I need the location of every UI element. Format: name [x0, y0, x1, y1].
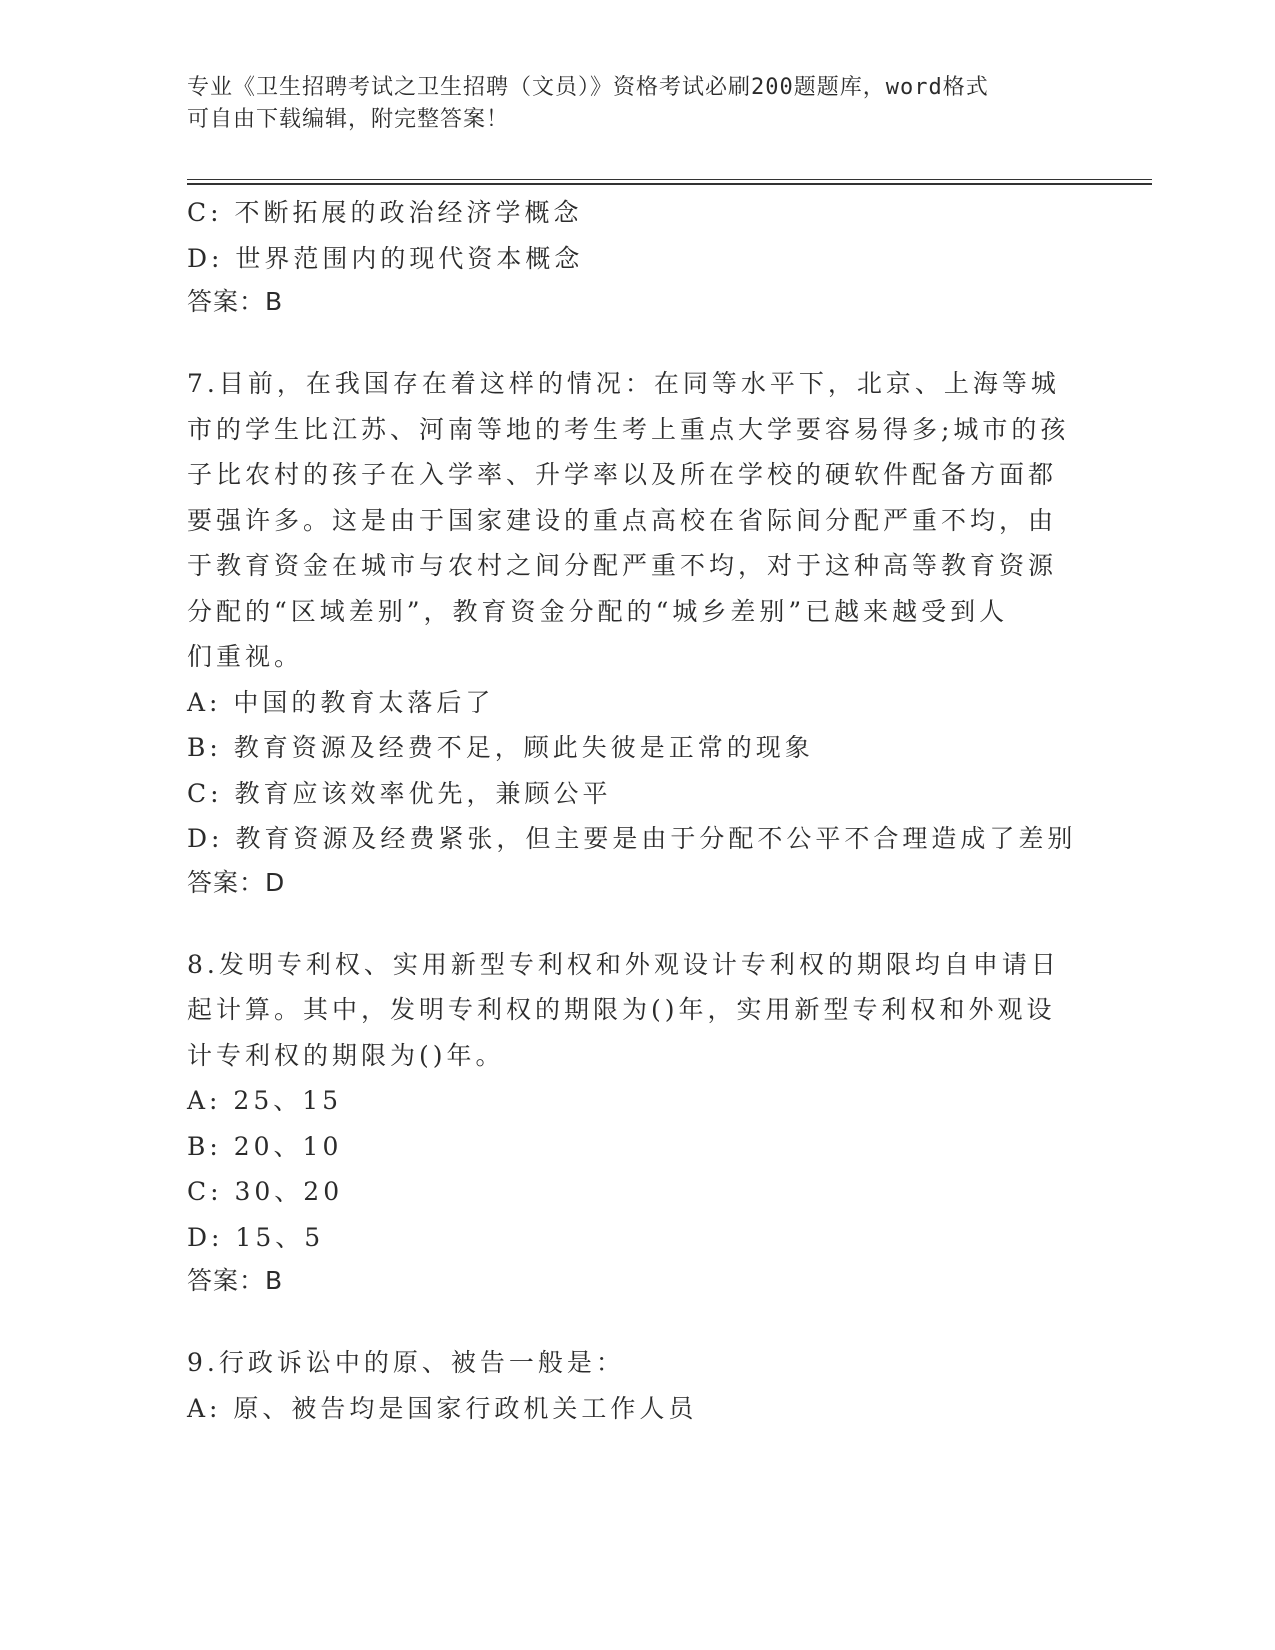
- question-stem-line: 要强许多。这是由于国家建设的重点高校在省际间分配严重不均，由: [187, 505, 1058, 535]
- option-d: D: 15、5: [187, 1222, 325, 1252]
- question-stem-line: 于教育资金在城市与农村之间分配严重不均，对于这种高等教育资源: [187, 551, 1058, 580]
- answer-line: 答案：D: [187, 867, 286, 897]
- option-c: C: 30、20: [187, 1177, 344, 1206]
- question-stem-line: 子比农村的孩子在入学率、升学率以及所在学校的硬软件配备方面都: [187, 460, 1058, 489]
- option-a: A: 原、被告均是国家行政机关工作人员: [187, 1393, 698, 1423]
- option-b: B: 20、10: [187, 1131, 343, 1161]
- question-7: [187, 361, 1087, 904]
- answer-line: 答案：B: [187, 287, 284, 316]
- document-header: [187, 72, 1087, 136]
- header-line-1: 专业《卫生招聘考试之卫生招聘（文员）》资格考试必刷200题题库，word格式: [187, 75, 989, 100]
- question-stem-line: 计专利权的期限为()年。: [187, 1040, 505, 1070]
- header-divider-thin: [187, 179, 1152, 180]
- question-content: [187, 190, 1087, 1431]
- question-6: [187, 190, 1087, 323]
- option-c: C: 不断拓展的政治经济学概念: [187, 198, 583, 227]
- option-d: D: 教育资源及经费紧张，但主要是由于分配不公平不合理造成了差别: [187, 824, 1077, 853]
- question-stem-line: 9.行政诉讼中的原、被告一般是：: [187, 1348, 625, 1377]
- option-c: C: 教育应该效率优先，兼顾公平: [187, 778, 612, 808]
- question-stem-line: 起计算。其中，发明专利权的期限为()年，实用新型专利权和外观设: [187, 995, 1056, 1024]
- question-stem-line: 8.发明专利权、实用新型专利权和外观设计专利权的期限均自申请日: [187, 949, 1060, 979]
- question-9: [187, 1340, 1087, 1431]
- option-a: A: 25、15: [187, 1086, 343, 1115]
- header-divider-thick: [187, 183, 1152, 185]
- answer-line: 答案：B: [187, 1266, 284, 1295]
- option-a: A: 中国的教育太落后了: [187, 687, 495, 717]
- question-stem-line: 分配的“区域差别”，教育资金分配的“城乡差别”已越来越受到人: [187, 596, 1009, 626]
- question-stem-line: 7.目前，在我国存在着这样的情况：在同等水平下，北京、上海等城: [187, 369, 1060, 398]
- option-d: D: 世界范围内的现代资本概念: [187, 243, 584, 273]
- question-stem-line: 市的学生比江苏、河南等地的考生考上重点大学要容易得多;城市的孩: [187, 414, 1070, 444]
- option-b: B: 教育资源及经费不足，顾此失彼是正常的现象: [187, 733, 814, 762]
- header-line-2: 可自由下载编辑，附完整答案！: [187, 107, 510, 132]
- question-stem-line: 们重视。: [187, 642, 304, 671]
- question-8: [187, 942, 1087, 1303]
